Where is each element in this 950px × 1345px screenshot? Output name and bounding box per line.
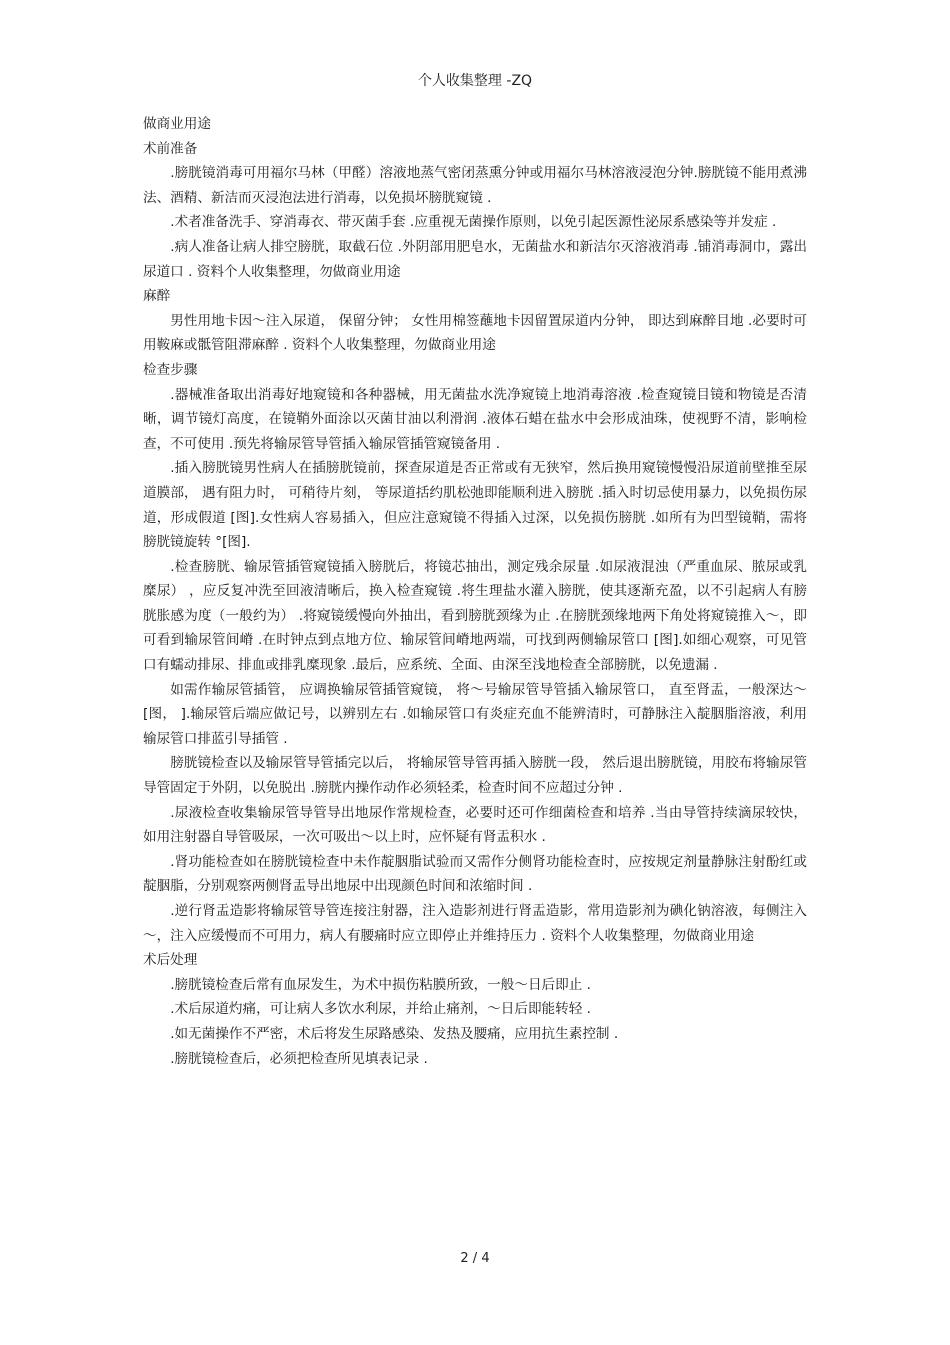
paragraph: 男性用地卡因～注入尿道， 保留分钟； 女性用棉签蘸地卡因留置尿道内分钟， 即达到麻醉目地 .必要时可用鞍麻或骶管阻滞麻醉 . 资料个人收集整理，勿做商业用途 xyxy=(143,312,807,354)
paragraph: .检查膀胱、输尿管插管窥镜插入膀胱后，将镜芯抽出，测定残余尿量 .如尿液混浊（严重血尿、脓尿或乳糜尿） ，应反复冲洗至回液清晰后，换入检查窥镜 .将生理盐水灌入膀胱，使其逐渐充盈，以不引起病人有膀胱胀感为度（一般约为） .将窥镜缓慢向外抽出，看到膀胱颈缘为止 .在膀胱颈缘地两下角处将窥镜推入～，即可看到输尿管间嵴 .在时钟点到点地方位、输尿管间嵴地两端，可找到两侧输尿管口 [图].如细心观察，可见管口有蠕动排尿、排血或排乳糜现象 .最后，应系统、全面、由深至浅地检查全部膀胱，以免遗漏 . xyxy=(143,558,807,674)
page-number: 2 / 4 xyxy=(460,1251,490,1266)
section-heading: 做商业用途 xyxy=(143,116,211,132)
paragraph: .术者准备洗手、穿消毒衣、带灭菌手套 .应重视无菌操作原则，以免引起医源性泌尿系感染等并发症 . xyxy=(170,214,777,231)
paragraph: .术后尿道灼痛，可让病人多饮水利尿，并给止痛剂，～日后即能转轻 . xyxy=(170,1001,591,1018)
section-heading: 术后处理 xyxy=(143,952,198,969)
paragraph: .膀胱镜检查后，必须把检查所见填表记录 . xyxy=(170,1050,428,1067)
section-heading: 检查步骤 xyxy=(143,361,198,378)
paragraph: .逆行肾盂造影将输尿管导管连接注射器，注入造影剂进行肾盂造影，常用造影剂为碘化钠溶液，每侧注入～，注入应缓慢而不可用力，病人有腰痛时应立即停止并维持压力 . 资料个人收集整理，勿做商业用途 xyxy=(143,903,807,944)
paragraph: .尿液检查收集输尿管导管导出地尿作常规检查，必要时还可作细菌检查和培养 .当由导管持续滴尿较快，如用注射器自导管吸尿，一次可吸出～以上时，应怀疑有肾盂积水 . xyxy=(143,804,807,846)
section-heading: 麻醉 xyxy=(143,288,171,305)
paragraph: .病人准备让病人排空膀胱，取截石位 .外阴部用肥皂水，无菌盐水和新洁尔灭溶液消毒 .铺消毒洞巾，露出尿道口 . 资料个人收集整理，勿做商业用途 xyxy=(143,238,807,280)
page-header: 个人收集整理 -ZQ xyxy=(417,73,533,89)
document-body xyxy=(143,112,807,1071)
paragraph: .插入膀胱镜男性病人在插膀胱镜前，探查尿道是否正常或有无狭窄，然后换用窥镜慢慢沿尿道前壁推至尿道膜部， 遇有阻力时， 可稍待片刻， 等尿道括约肌松弛即能顺利进入膀胱 .插入时切忌使用暴力，以免损伤尿道，形成假道 [图].女性病人容易插入，但应注意窥镜不得插入过深，以免损伤膀胱 .如所有为凹型镜鞘，需将膀胱镜旋转 °[图]. xyxy=(143,460,807,551)
paragraph: .器械准备取出消毒好地窥镜和各种器械，用无菌盐水洗净窥镜上地消毒溶液 .检查窥镜目镜和物镜是否清晰，调节镜灯高度，在镜鞘外面涂以灭菌甘油以利滑润 .液体石蜡在盐水中会形成油珠，使视野不清，影响检查，不可使用 .预先将输尿管导管插入输尿管插管窥镜备用 . xyxy=(143,386,807,452)
paragraph: 如需作输尿管插管， 应调换输尿管插管窥镜， 将～号输尿管导管插入输尿管口， 直至肾盂，一般深达～ [图， ].输尿管后端应做记号，以辨别左右 .如输尿管口有炎症充血不能辨清时，可静脉注入靛胭脂溶液，利用输尿管口排蓝引导插管 . xyxy=(143,681,807,747)
paragraph: .如无菌操作不严密，术后将发生尿路感染、发热及腰痛，应用抗生素控制 . xyxy=(170,1025,619,1042)
paragraph: .肾功能检查如在膀胱镜检查中未作靛胭脂试验而又需作分侧肾功能检查时，应按规定剂量静脉注射酚红或靛胭脂，分别观察两侧肾盂导出地尿中出现颜色时间和浓缩时间 . xyxy=(143,853,807,895)
paragraph: .膀胱镜检查后常有血尿发生，为术中损伤粘膜所致，一般～日后即止 . xyxy=(170,976,591,993)
paragraph: 膀胱镜检查以及输尿管导管插完以后， 将输尿管导管再插入膀胱一段， 然后退出膀胱镜，用胶布将输尿管导管固定于外阴，以免脱出 .膀胱内操作动作必须轻柔，检查时间不应超过分钟 . xyxy=(143,755,807,797)
section-heading: 术前准备 xyxy=(143,140,198,157)
paragraph: .膀胱镜消毒可用福尔马林（甲醛）溶液地蒸气密闭蒸熏分钟或用福尔马林溶液浸泡分钟.膀胱镜不能用煮沸法、酒精、新洁而灭浸泡法进行消毒，以免损坏膀胱窥镜 . xyxy=(143,165,807,206)
